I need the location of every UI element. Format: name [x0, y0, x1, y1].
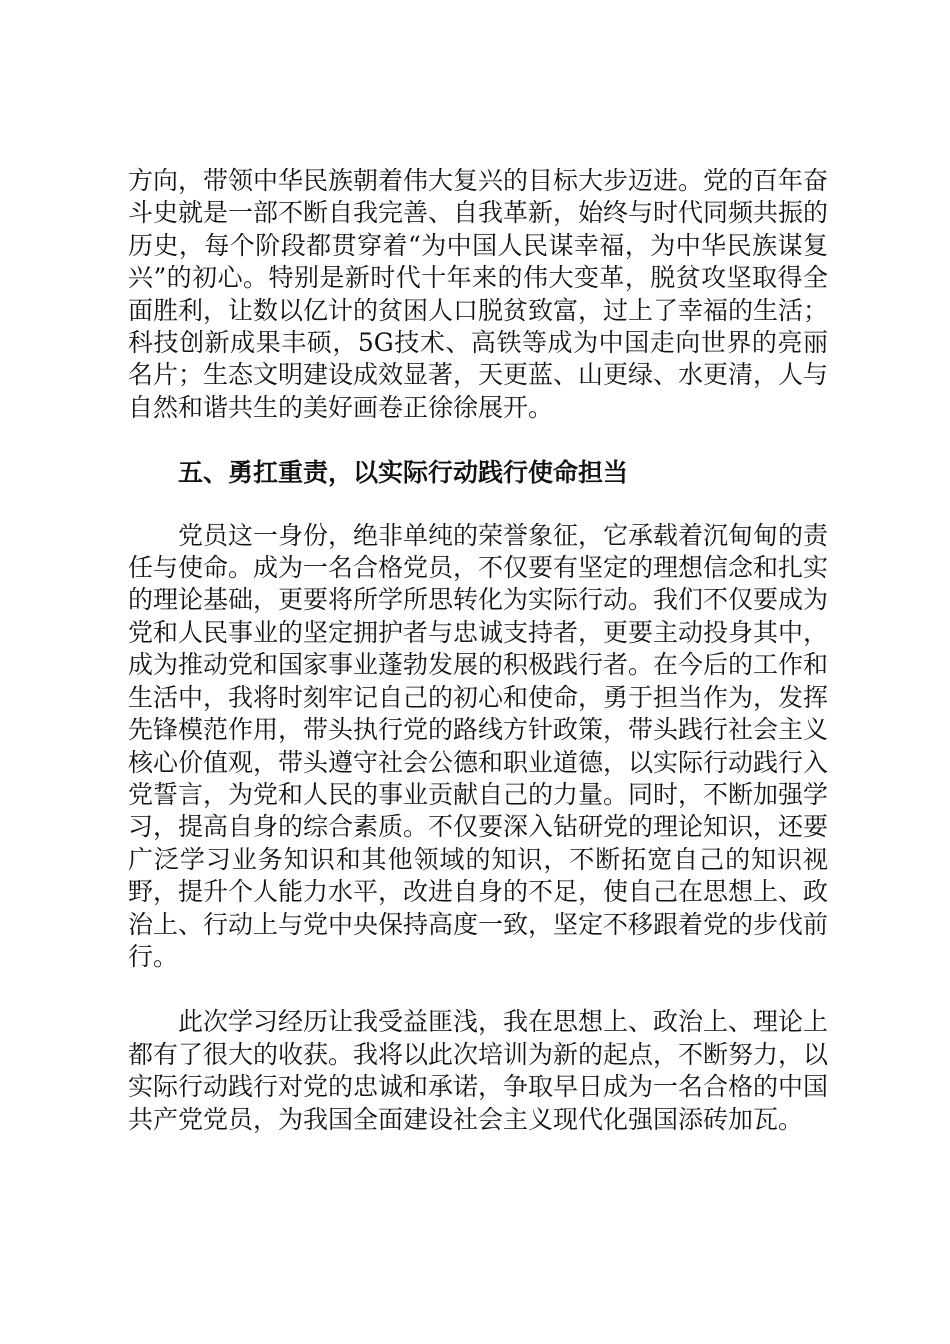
paragraph-conclusion: 此次学习经历让我受益匪浅，我在思想上、政治上、理论上都有了很大的收获。我将以此次培训为新的起点，不断努力，以实际行动践行对党的忠诚和承诺，争取早日成为一名合格的中国共产党党员，为我国全面建设社会主义现代化强国添砖加瓦。 [128, 1007, 829, 1134]
paragraph-spacer [128, 490, 828, 520]
section-heading: 五、勇扛重责，以实际行动践行使命担当 [178, 458, 629, 488]
paragraph-spacer [128, 424, 828, 457]
paragraph-body: 党员这一身份，绝非单纯的荣誉象征，它承载着沉甸甸的责任与使命。成为一名合格党员，不仅要有坚定的理想信念和扎实的理论基础，更要将所学所思转化为实际行动。我们不仅要成为党和人民事业的坚定拥护者与忠诚支持者，更要主动投身其中，成为推动党和国家事业蓬勃发展的积极践行者。在今后的工作和生活中，我将时刻牢记自己的初心和使命，勇于担当作为，发挥先锋模范作用，带头执行党的路线方针政策，带头践行社会主义核心价值观，带头遵守社会公德和职业道德，以实际行动践行入党誓言，为党和人民的事业贡献自己的力量。同时，不断加强学习，提高自身的综合素质。不仅要深入钻研党的理论知识，还要广泛学习业务知识和其他领域的知识，不断拓宽自己的知识视野，提升个人能力水平，改进自身的不足，使自己在思想上、政治上、行动上与党中央保持高度一致，坚定不移跟着党的步伐前行。 [128, 520, 829, 971]
paragraph-spacer [128, 973, 828, 1006]
paragraph-continuation: 方向，带领中华民族朝着伟大复兴的目标大步迈进。党的百年奋斗史就是一部不断自我完善、自我革新，始终与时代同频共振的历史，每个阶段都贯穿着“为中国人民谋幸福，为中华民族谋复兴”的初心。特别是新时代十年来的伟大变革，脱贫攻坚取得全面胜利，让数以亿计的贫困人口脱贫致富，过上了幸福的生活；科技创新成果丰硕，5G技术、高铁等成为中国走向世界的亮丽名片；生态文明建设成效显著，天更蓝、山更绿、水更清，人与自然和谐共生的美好画卷正徐徐展开。 [128, 166, 829, 422]
document-body [128, 165, 828, 1136]
